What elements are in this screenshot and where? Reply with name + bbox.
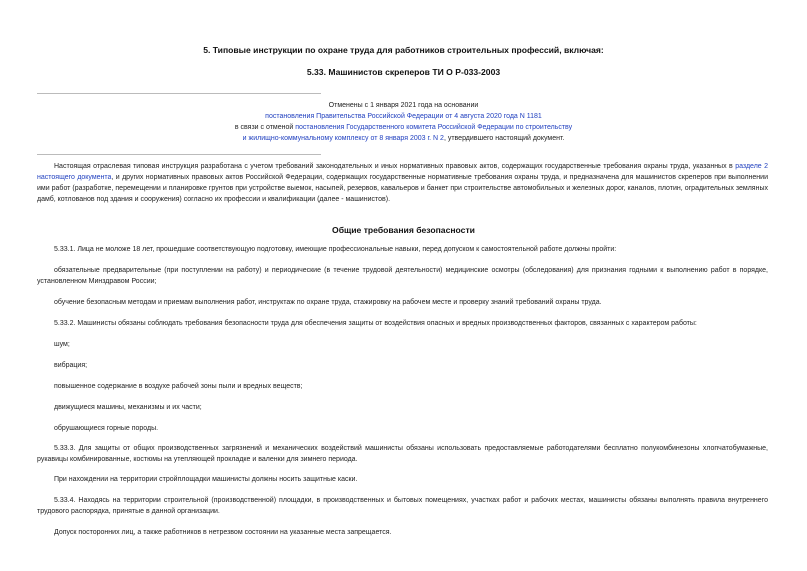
section-title: 5. Типовые инструкции по охране труда для работников строительных профессий, включая: bbox=[203, 45, 604, 55]
list-item: обрушающиеся горные породы. bbox=[54, 425, 159, 432]
paragraph: обязательные предварительные (при поступлении на работу) и периодические (в течение трудовой деятельности) медицинские осмотры (обследования) для признания годными к выполнению работ в порядке, установленном Минздравом России; bbox=[37, 267, 768, 285]
gosstroy-decree-link[interactable]: постановления Государственного комитета Российской Федерации по строительству bbox=[295, 124, 573, 131]
repeal-notice bbox=[0, 100, 807, 144]
paragraph: При нахождении на территории стройплощадки машинисты должны носить защитные каски. bbox=[54, 476, 358, 483]
paragraph: 5.33.1. Лица не моложе 18 лет, прошедшие соответствующую подготовку, имеющие профессиональные навыки, перед допуском к самостоятельной работе должны пройти: bbox=[54, 246, 617, 253]
repeal-notice-line: Отменены с 1 января 2021 года на основании bbox=[328, 102, 479, 109]
section-2-link[interactable]: разделе 2 настоящего документа bbox=[37, 163, 769, 181]
list-item: движущиеся машины, механизмы и их части; bbox=[54, 404, 202, 411]
document-title: 5.33. Машинистов скреперов ТИ О Р-033-2003 bbox=[306, 67, 501, 77]
notice-bottom-divider bbox=[37, 154, 321, 155]
paragraph: 5.33.2. Машинисты обязаны соблюдать требования безопасности труда для обеспечения защиты от воздействия опасных и вредных производственных факторов, связанных с характером работы: bbox=[54, 320, 697, 327]
repeal-notice-text: в связи с отменой bbox=[234, 124, 296, 131]
notice-top-divider bbox=[37, 93, 321, 94]
general-requirements-heading: Общие требования безопасности bbox=[332, 225, 475, 235]
paragraph: 5.33.3. Для защиты от общих производственных загрязнений и механических воздействий машинисты обязаны использовать предоставляемые работодателями бесплатно полукомбинезоны хлопчатобумажные, рукавицы комбинированные, костюмы на утепляющей прокладке и валенки для зимнего периода. bbox=[37, 445, 768, 463]
paragraph: 5.33.4. Находясь на территории строительной (производственной) площадки, в производственных и бытовых помещениях, участках работ и рабочих местах, машинисты обязаны выполнять правила внутреннего трудового распорядка, принятые в данной организации. bbox=[37, 497, 768, 515]
list-item: вибрация; bbox=[54, 362, 88, 369]
list-item: повышенное содержание в воздухе рабочей зоны пыли и вредных веществ; bbox=[54, 383, 303, 390]
intro-paragraph: Настоящая отраслевая типовая инструкция разработана с учетом требований законодательных и иных нормативных правовых актов, содержащих государственные требования охраны труда, указанных в разделе 2 настоящего документа, и других нормативных правовых актов Российской Федерации, содержащих государственные нормативные требования охраны труда, и предназначена для машинистов скреперов при выполнении ими работ (разработке, перемещении и планировке грунтов при устройстве выемок, насыпей, резервов, кавальеров и банкет при строительстве автомобильных и железных дорог, каналов, плотин, оградительных земляных дамб, котлованов под здания и сооружения) согласно их профессии и квалификации (далее - машинистов). bbox=[37, 163, 769, 203]
paragraph: Допуск посторонних лиц, а также работников в нетрезвом состоянии на указанные места запрещается. bbox=[54, 529, 392, 536]
repeal-notice-text: , утвердившего настоящий документ. bbox=[443, 135, 565, 142]
list-item: шум; bbox=[54, 341, 70, 348]
paragraph: обучение безопасным методам и приемам выполнения работ, инструктаж по охране труда, стажировку на рабочем месте и проверку знаний требований охраны труда. bbox=[54, 299, 602, 306]
gosstroy-decree-link-cont[interactable]: и жилищно-коммунальному комплексу от 8 января 2003 г. N 2 bbox=[242, 135, 444, 142]
government-decree-link[interactable]: постановления Правительства Российской Федерации от 4 августа 2020 года N 1181 bbox=[265, 113, 542, 120]
